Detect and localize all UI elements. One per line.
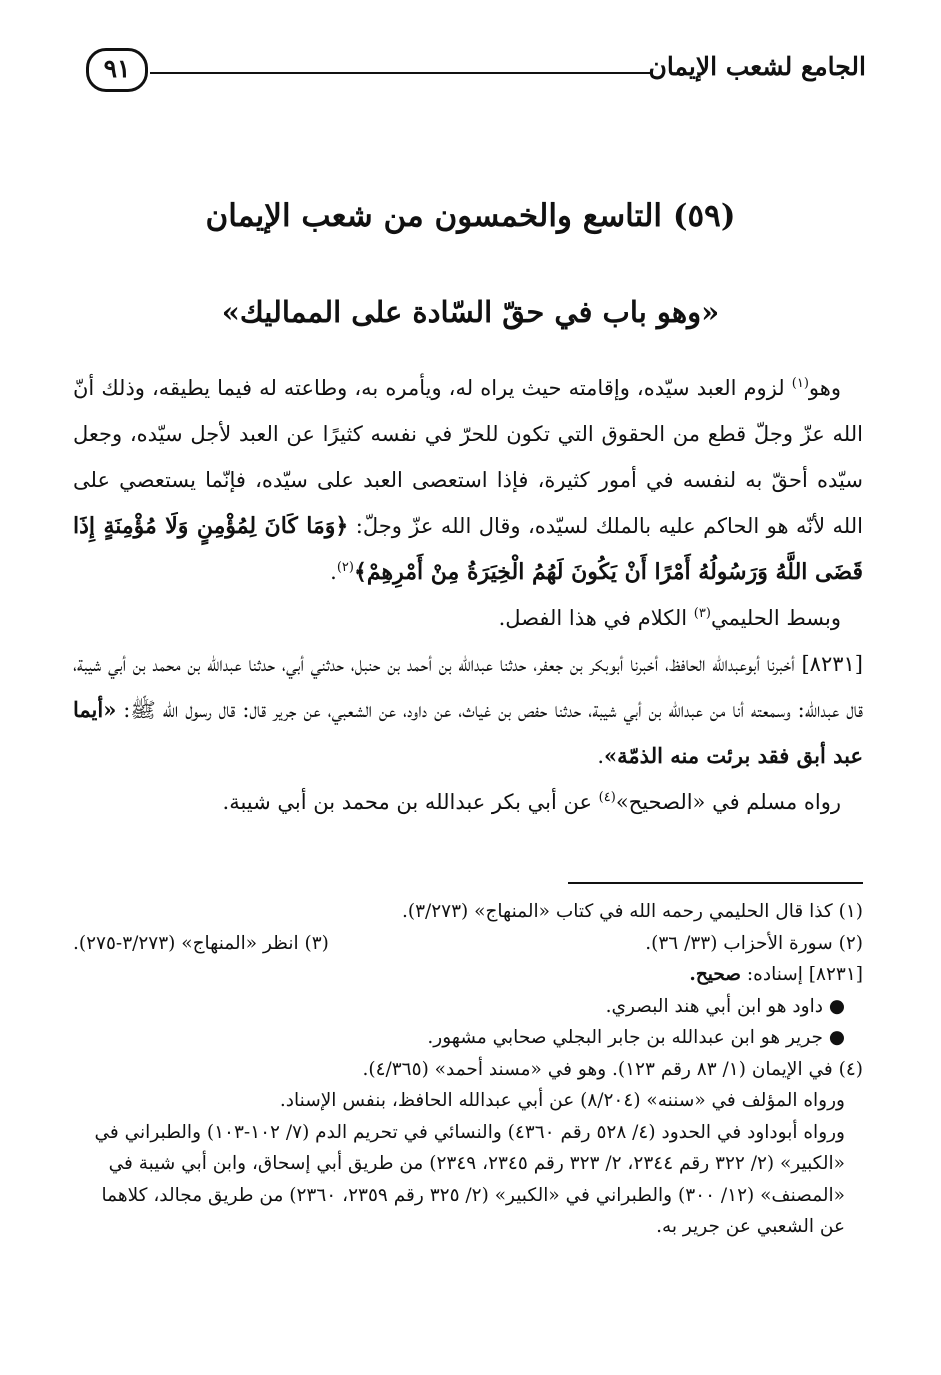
hadith-isnad: [٨٢٣١] أخبرنا أبوعبدالله الحافظ، أخبرنا أبوبكر بن جعفر، حدثنا عبدالله بن أحمد بن حنبل، حدثني أبي، حدثنا عبدالله بن محمد بن أبي شيبة، قال عبدالله: وسمعته أنا من عبدالله بن أبي شيبة، حدثنا حفص بن غياث، عن داود، عن الشعبي، عن جرير قال: قال رسول الله ﷺ: [73, 652, 863, 722]
paragraph-4 [73, 779, 863, 825]
footnote-1: (١) كذا قال الحليمي رحمه الله في كتاب «المنهاج» (٣/٢٧٣). [401, 901, 863, 922]
running-title: الجامع لشعب الإيمان [648, 52, 866, 81]
narrator-note-1: ● داود هو ابن أبي هند البصري. [605, 995, 845, 1017]
hadith-paragraph [73, 641, 863, 779]
footnote-4-line-2: ورواه المؤلف في «سننه» (٨/٢٠٤) عن أبي عبدالله الحافظ، بنفس الإسناد. [279, 1090, 845, 1111]
p4-text-2: عن أبي بكر عبدالله بن محمد بن أبي شيبة. [222, 790, 599, 814]
footnote-4: (٤) في الإيمان (١/ ٨٣ رقم ١٢٣). وهو في «مسند أحمد» (٤/٣٦٥). [362, 1058, 863, 1080]
footnote-pair [73, 928, 863, 960]
p1-end: . [330, 560, 337, 584]
p2-text-2: الكلام في هذا الفصل. [498, 606, 694, 630]
paragraph-1 [73, 365, 863, 595]
footnote-4-line-3: ورواه أبوداود في الحدود (٤/ ٥٢٨ رقم ٤٣٦٠) والنسائي في تحريم الدم (٧/ ١٠٢-١٠٣) والطبراني في «الكبير» (٢/ ٣٢٢ رقم ٢٣٤٤، ٢/ ٣٢٣ رقم ٢٣٤٥، ٢٣٤٩) من طريق أبي إسحاق، وابن أبي شيبة في «المصنف» (١٢/ ٣٠٠) والطبراني في «الكبير» (٢/ ٣٢٥ رقم ٢٣٥٩، ٢٣٦٠) من طريق مجالد، كلاهما عن الشعبي عن جرير به. [94, 1121, 845, 1237]
footnote-2: (٢) سورة الأحزاب (٣٣/ ٣٦). [645, 932, 863, 954]
main-text [73, 365, 863, 825]
isnad-note [73, 959, 863, 991]
footnotes [73, 896, 863, 1243]
page-number: ٩١ [86, 48, 148, 92]
p1-text: وهو [808, 376, 841, 400]
hadith-matn: «أيما عبد أبق فقد برئت منه الذمّة» [73, 697, 863, 768]
isnad-label: [٨٢٣١] إسناده: [746, 964, 863, 985]
isnad-grade: صحيح. [689, 964, 742, 985]
footnote-ref-4: (٤) [598, 790, 616, 805]
narrator-note-2: ● جرير هو ابن عبدالله بن جابر البجلي صحابي مشهور. [427, 1027, 845, 1048]
page-header [86, 44, 866, 104]
footnote-ref-1: (١) [791, 376, 809, 391]
p3-end: . [597, 744, 605, 768]
header-rule [150, 72, 651, 74]
p4-text: رواه مسلم في «الصحيح» [615, 790, 841, 814]
footnote-ref-3: (٣) [693, 606, 711, 621]
quran-verse: ﴿وَمَا كَانَ لِمُؤْمِنٍ وَلَا مُؤْمِنَةٍ إِذَا قَضَى اللَّهُ وَرَسُولُهُ أَمْرًا أَنْ يَكُونَ لَهُمُ الْخِيَرَةُ مِنْ أَمْرِهِمْ﴾ [73, 513, 863, 585]
p2-text: وبسط الحليمي [710, 606, 841, 630]
chapter-title: (٥٩) التاسع والخمسون من شعب الإيمان [205, 198, 736, 234]
footnote-3: (٣) انظر «المنهاج» (٣/٢٧٣-٢٧٥). [73, 932, 329, 954]
footnote-separator [568, 882, 863, 884]
p1-text-2: لزوم العبد سيّده، وإقامته حيث يراه له، ويأمره به، وطاعته له فيما يطيقه، وذلك أنّ الله عزّ وجلّ قطع من الحقوق التي تكون للحرّ في نفسه كثيرًا عن العبد لأجل سيّده، وجعل سيّده أحقّ به لنفسه في أمور كثيرة، فإذا استعصى العبد على سيّده، فإنّما يستعصي على الله لأنّه هو الحاكم عليه بالملك لسيّده، وقال الله عزّ وجلّ: [73, 376, 863, 538]
footnote-ref-2: (٢) [336, 560, 354, 575]
chapter-subtitle: «وهو باب في حقّ السّادة على المماليك» [221, 295, 720, 329]
paragraph-2 [73, 595, 863, 641]
